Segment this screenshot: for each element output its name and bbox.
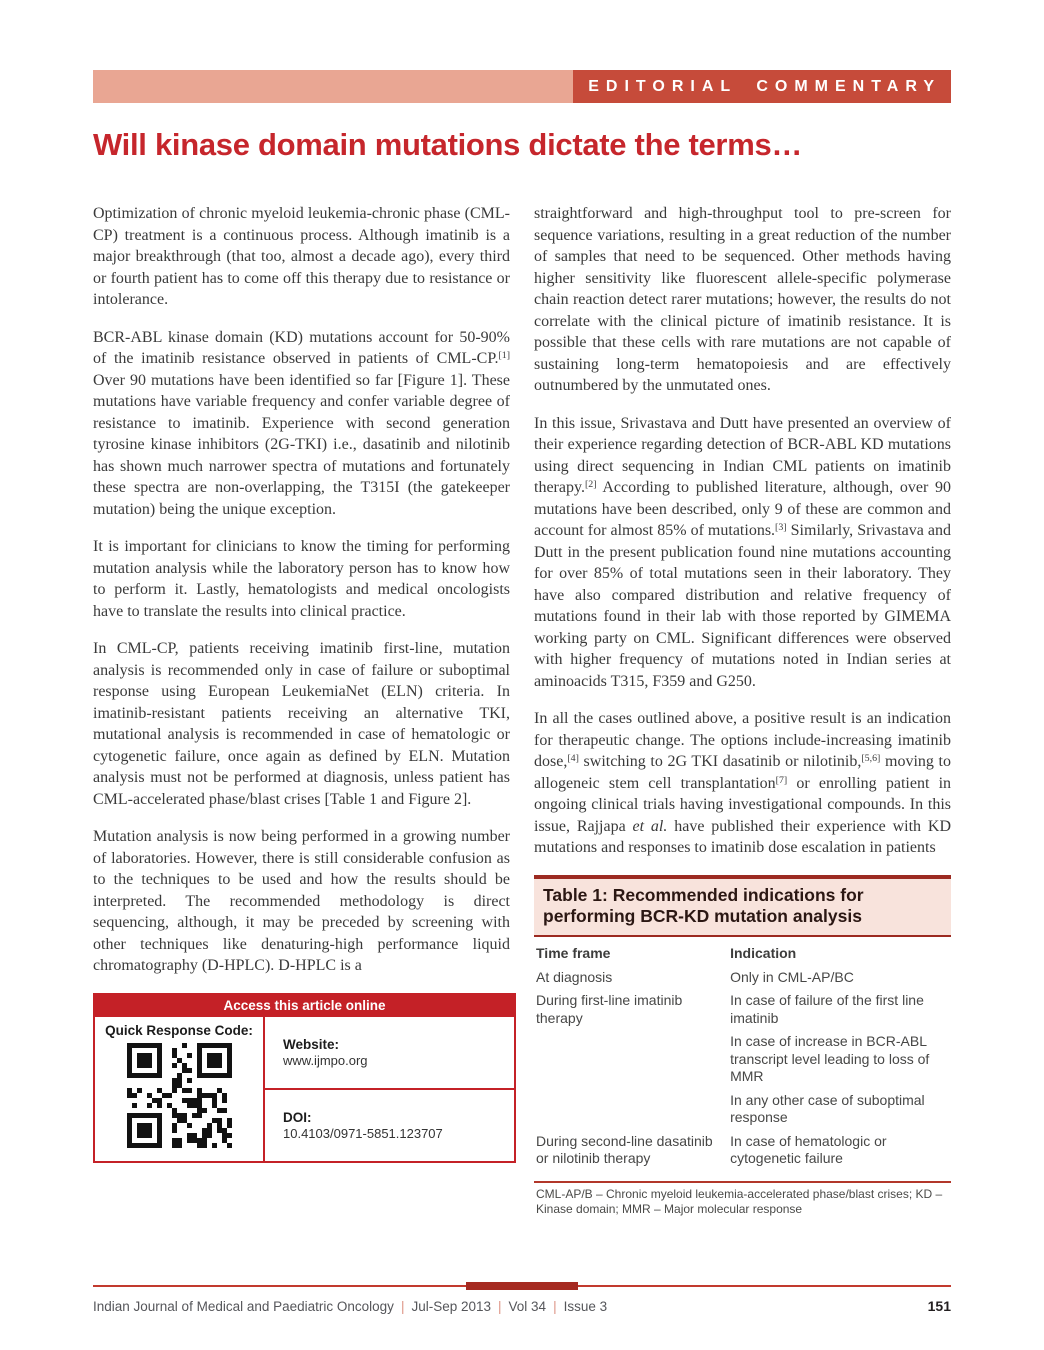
table-cell-timeframe: During first-line imatinib therapy [536,992,683,1026]
column-header: Time frame [536,945,611,962]
table-header-row [536,942,949,966]
table-cell-timeframe: At diagnosis [536,968,613,985]
table-cell-indication [730,1130,949,1171]
article-title: Will kinase domain mutations dictate the terms… [93,127,803,162]
footer-journal-info [93,1299,607,1314]
access-article-box [93,993,516,1163]
footer-separator: | [553,1299,557,1314]
website-row [265,1017,514,1090]
qr-cell [95,1017,265,1161]
indication-item: In case of increase in BCR-ABL transcript level leading to loss of MMR [730,1033,930,1085]
indication-item: Only in CML-AP/BC [730,968,854,985]
table-cell-indication [730,989,949,1130]
table-cell-timeframe: During second-line dasatinib or nilotinib therapy [536,1132,713,1167]
qr-code [127,1043,232,1148]
footer-separator: | [498,1299,502,1314]
body-paragraph: BCR-ABL kinase domain (KD) mutations account for 50-90% of the imatinib resistance observed in patients of CML-CP.[1] Over 90 mutations have been identified so far [Figure 1]. These mutations have variable frequency and confer variable degree of resistance to imatinib. Experience with second generation tyrosine kinase inhibitors (2G-TKI) i.e., dasatinib and nilotinib has shown much narrower spectra of mutations and fortunately these spectra are non-overlapping, the T315I (the gatekeeper mutation) being the unique exception. [93,328,510,518]
table-row [536,966,949,990]
column-header: Indication [730,945,797,962]
page-number: 151 [927,1298,951,1314]
table-footnote: CML-AP/B – Chronic myeloid leukemia-accelerated phase/blast crises; KD – Kinase domain; MMR – Major molecular response [536,1186,943,1217]
indication-item: In case of hematologic or cytogenetic failure [730,1132,887,1167]
issue-date: Jul-Sep 2013 [411,1299,492,1314]
body-paragraph: straightforward and high-throughput tool to pre-screen for sequence variations, resulting in a great reduction of the number of samples that need to be sequenced. Other methods having higher sensitivity like fluorescent allele-specific polymerase chain reaction detect rarer mutations; however, the results do not correlate with the clinical picture of imatinib resistance. It is possible that these cells with rare mutations are not capable of sustaining long-term hematopoiesis and are effectively outnumbered by the unmutated ones. [534,205,951,394]
doi-row [265,1090,514,1161]
body-paragraph: Mutation analysis is now being performed in a growing number of laboratories. However, there is still considerable confusion as to the techniques to be used and how the results should be interpreted. The recommended methodology is direct sequencing, although, it may be preceded by screening with other techniques like denaturing-high performance liquid chromatography (D-HPLC). D-HPLC is a [93,828,510,974]
indication-item: In any other case of suboptimal response [730,1091,925,1126]
footer-rule [93,1285,951,1287]
journal-name: Indian Journal of Medical and Paediatric Oncology [93,1299,394,1314]
access-box-body [95,1017,514,1161]
table-1 [534,875,951,1218]
qr-label: Quick Response Code: [105,1022,253,1038]
banner-light-segment [93,70,573,103]
table-row [536,989,949,1130]
page-footer [93,1298,951,1314]
issue-number: Issue 3 [563,1299,608,1314]
section-banner-label: EDITORIAL COMMENTARY [588,77,941,95]
right-column [534,203,951,1218]
section-banner [93,70,951,103]
issue-volume: Vol 34 [508,1299,547,1314]
access-links-cell [265,1017,514,1161]
table-cell-indication [730,966,949,990]
table-row [536,1130,949,1171]
body-paragraph: It is important for clinicians to know the timing for performing mutation analysis while the laboratory person has to know how to perform it. Lastly, hematologists and medical oncologists have to translate the results into clinical practice. [93,538,510,620]
indication-item: In case of failure of the first line imatinib [730,992,924,1026]
footer-separator: | [400,1299,405,1314]
body-paragraph: Optimization of chronic myeloid leukemia-chronic phase (CML-CP) treatment is a continuous process. Although imatinib is a major breakthrough (that too, almost a decade ago), every third or fourth patient has to come off this therapy due to resistance or intolerance. [93,205,510,308]
website-label: Website: [283,1036,340,1052]
table-1-body [534,937,951,1179]
access-box-header: Access this article online [95,995,514,1017]
footer-rule-center-segment [466,1282,578,1290]
doi-label: DOI: [283,1109,312,1125]
article-body [93,203,951,1218]
body-paragraph: In all the cases outlined above, a positive result is an indication for therapeutic change. The options include-increasing imatinib dose,[4] switching to 2G TKI dasatinib or nilotinib,[5,6] moving to allogeneic stem cell transplantation[7] or enrolling patient in ongoing clinical trials having investigational compounds. In this issue, Rajjapa et al. have published their experience with KD mutations and responses to imatinib dose escalation in patients [534,710,952,856]
body-paragraph: In CML-CP, patients receiving imatinib first-line, mutation analysis is recommended only in case of failure or suboptimal response using European LeukemiaNet (ELN) criteria. In imatinib-resistant patients receiving an alternative TKI, mutational analysis is recommended in case of hematologic or cytogenetic failure, once again as defined by ELN. Mutation analysis must not be performed at diagnosis, unless patient has CML-accelerated phase/blast crises [Table 1 and Figure 2]. [93,640,510,808]
table-1-title: Table 1: Recommended indications for performing BCR-KD mutation analysis [534,875,951,938]
body-paragraph: In this issue, Srivastava and Dutt have presented an overview of their experience regarding detection of BCR-ABL KD mutations using direct sequencing in Indian CML patients on imatinib therapy.[2] According to published literature, although, over 90 mutations have been described, only 9 of these are common and account for almost 85% of mutations.[3] Similarly, Srivastava and Dutt in the present publication found nine mutations accounting for over 85% of total mutations seen in their laboratory. They have also compared distribution and relative frequency of mutations found in their lab with those reported by GIMEMA working party on CML. Significant differences were observed with higher frequency of mutations noted in Indian series at aminoacids T315, F359 and G250. [534,414,951,690]
website-link[interactable]: www.ijmpo.org [283,1052,368,1068]
section-banner-label-box [573,70,951,103]
doi-link[interactable]: 10.4103/0971-5851.123707 [283,1125,443,1141]
left-column [93,203,510,1218]
